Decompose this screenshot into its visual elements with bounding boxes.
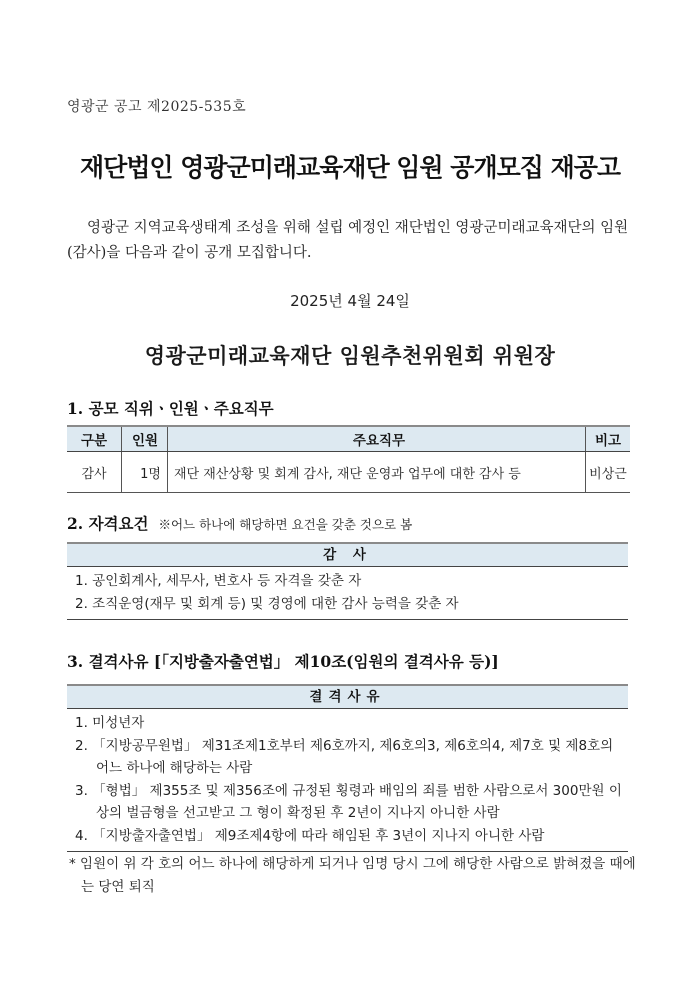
- disqualification-list: [67, 709, 628, 852]
- cell-headcount: 1명: [122, 452, 168, 493]
- intro-text: 영광군 지역교육생태계 조성을 위해 설립 예정인 재단법인 영광군미래교육재단의 임원(감사)을 다음과 같이 공개 모집합니다.: [67, 220, 629, 261]
- section2-title: [67, 512, 412, 534]
- page-title: 재단법인 영광군미래교육재단 임원 공개모집 재공고: [79, 153, 621, 182]
- disqualification-box: [67, 684, 628, 852]
- qualification-header: 감 사: [67, 542, 628, 567]
- header-remarks: 비고: [586, 426, 631, 452]
- signer: 영광군미래교육재단 임원추천위원회 위원장: [144, 343, 556, 368]
- table-row: [67, 452, 630, 493]
- cell-duties: 재단 재산상황 및 회계 감사, 재단 운영과 업무에 대한 감사 등: [168, 452, 586, 493]
- footnote: * 임원이 위 각 호의 어느 하나에 해당하게 되거나 임명 당시 그에 해당한 사람으로 밝혀졌을 때에는 당연 퇴직: [69, 856, 636, 895]
- section2-note: ※어느 하나에 해당하면 요건을 갖춘 것으로 봄: [158, 517, 413, 532]
- disqualification-header: 결격사유: [67, 684, 628, 709]
- notice-number: 영광군 공고 제2025-535호: [67, 99, 247, 115]
- list-item: 2. 조직운영(재무 및 회계 등) 및 경영에 대한 감사 능력을 갖춘 자: [75, 595, 459, 612]
- section1-title: 1. 공모 직위ㆍ인원ㆍ주요직무: [67, 399, 274, 418]
- position-table: [67, 425, 630, 493]
- section2-title-text: 2. 자격요건: [67, 514, 149, 533]
- list-item: 2. 「지방공무원법」 제31조제1호부터 제6호까지, 제6호의3, 제6호의4, 제7호 및 제8호의 어느 하나에 해당하는 사람: [75, 737, 614, 776]
- qualification-list: [67, 567, 628, 620]
- list-item: 1. 미성년자: [75, 715, 145, 731]
- announcement-date: 2025년 4월 24일: [290, 292, 410, 310]
- list-item: 4. 「지방출자출연법」 제9조제4항에 따라 해임된 후 3년이 지나지 아니한 사람: [75, 827, 545, 844]
- table-header-row: [67, 426, 630, 452]
- qualification-box: [67, 542, 628, 620]
- intro-paragraph: [67, 216, 633, 266]
- header-category: 구분: [67, 426, 122, 452]
- header-duties: 주요직무: [168, 426, 586, 452]
- section3-title: 3. 결격사유 [「지방출자출연법」 제10조(임원의 결격사유 등)]: [67, 652, 499, 671]
- list-item: 3. 「형법」 제355조 및 제356조에 규정된 횡령과 배임의 죄를 범한 사람으로서 300만원 이상의 벌금형을 선고받고 그 형이 확정된 후 2년이 지나지 아니한 사람: [75, 782, 622, 821]
- cell-category: 감사: [67, 452, 122, 493]
- header-headcount: 인원: [122, 426, 168, 452]
- cell-remarks: 비상근: [586, 452, 631, 493]
- list-item: 1. 공인회계사, 세무사, 변호사 등 자격을 갖춘 자: [75, 573, 362, 589]
